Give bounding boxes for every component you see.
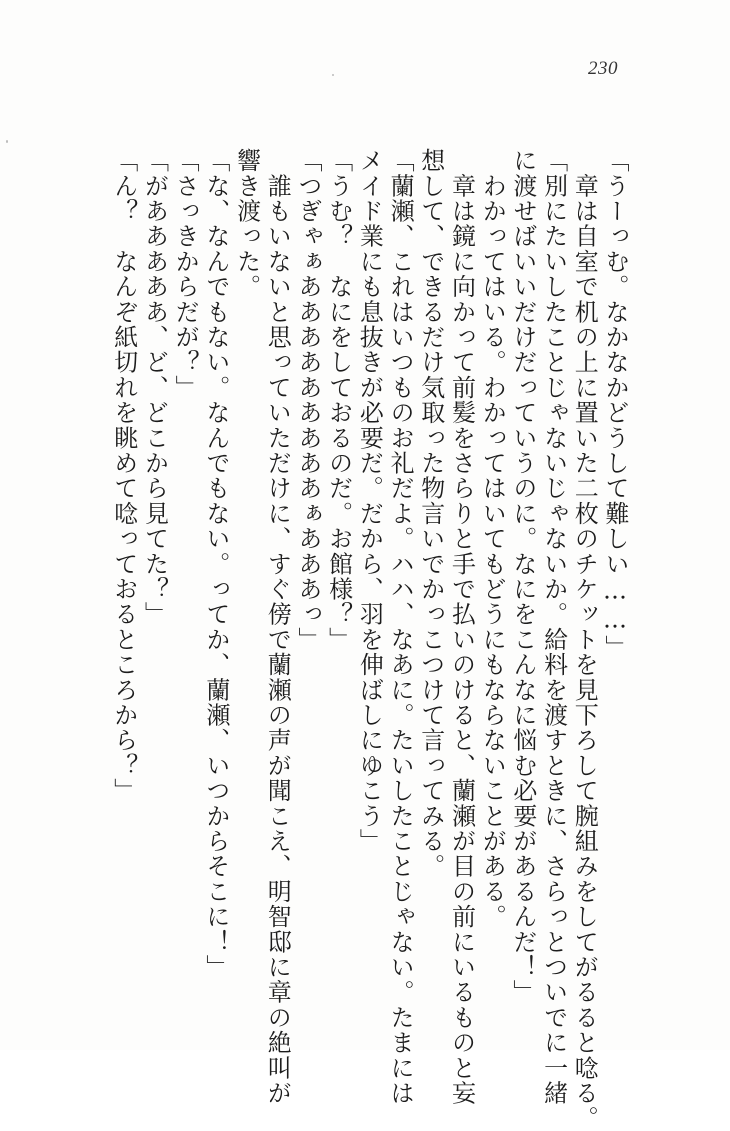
text-line: 響き渡った。 — [232, 148, 261, 300]
page-number: 230 — [588, 58, 618, 79]
scan-speck — [332, 74, 334, 76]
text-line: 想して、できるだけ気取った物言いでかっこつけて言ってみる。 — [416, 148, 445, 879]
text-line: 「さっきからだが？」 — [171, 148, 200, 400]
text-line: 章は自室で机の上に置いた二枚のチケットを見下ろして腕組みをしてがるると唸る。 — [570, 148, 599, 1131]
text-line: 誰もいないと思っていただけに、すぐ傍で蘭瀬の声が聞こえ、明智邸に章の絶叫が — [263, 148, 292, 1106]
text-line: 「蘭瀬、これはいつものお礼だよ。ハハ、なあに。たいしたことじゃない。たまには — [386, 148, 415, 1106]
scan-speck — [6, 140, 8, 143]
text-line: わかってはいる。わかってはいてもどうにもならないことがある。 — [478, 148, 507, 930]
text-line: 「な、なんでもない。なんでもない。ってか、蘭瀬、いつからそこに！」 — [201, 148, 230, 980]
text-line: 章は鏡に向かって前髪をさらりと手で払いのけると、蘭瀬が目の前にいるものと妄 — [447, 148, 476, 1106]
text-line: に渡せばいいだけだっていうのに。なにをこんなに悩む必要があるんだ！」 — [508, 148, 537, 1005]
text-line: 「別にたいしたことじゃないじゃないか。給料を渡すときに、さらっとついでに一緒 — [539, 148, 568, 1106]
text-line: 「うむ？ なにをしておるのだ。お館様？」 — [324, 148, 353, 652]
text-line: 「うーっむ。なかなかどうして難しい……」 — [601, 148, 629, 660]
text-line: メイド業にも息抜きが必要だ。だから、羽を伸ばしにゆこう」 — [355, 148, 384, 854]
text-line: 「ん？ なんぞ紙切れを眺めて唸っておるところから？」 — [109, 148, 138, 804]
novel-text-block — [108, 148, 630, 1131]
text-line: 「つぎゃぁあああああああああぁあああっ」 — [293, 148, 322, 652]
text-line: 「があああああ、ど、どこから見てた？」 — [140, 148, 169, 627]
